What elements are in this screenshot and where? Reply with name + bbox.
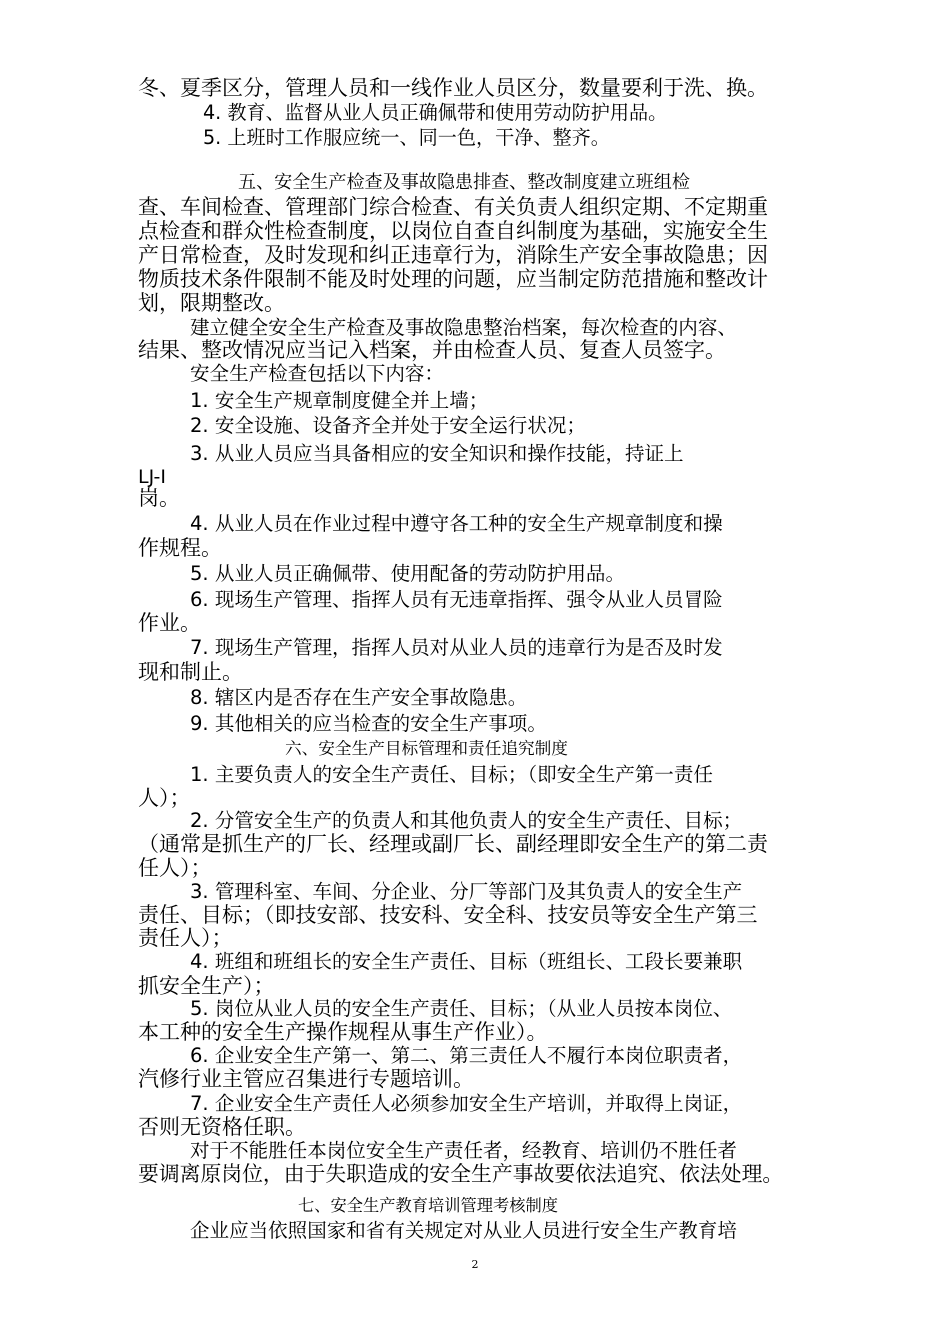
text-line: 汽修行业主管应召集进行专题培训。 — [138, 1067, 474, 1091]
list-item: 1. 安全生产规章制度健全并上墙； — [190, 389, 489, 412]
text-line: 结果、整改情况应当记入档案，并由检查人员、复查人员签字。 — [138, 338, 726, 362]
list-item: 5. 从业人员正确佩带、使用配备的劳动防护用品。 — [190, 562, 625, 585]
text-line: 抓安全生产）； — [138, 974, 275, 998]
text-line: 责任、目标；（即技安部、技安科、安全科、技安员等安全生产第三 — [138, 903, 758, 927]
text-line: 冬、夏季区分，管理人员和一线作业人员区分，数量要利于洗、换。 — [138, 76, 768, 100]
text-line: 建立健全安全生产检查及事故隐患整治档案，每次检查的内容、 — [190, 316, 737, 339]
text-line: 查、车间检查、管理部门综合检查、有关负责人组织定期、不定期重 — [138, 195, 768, 219]
text-line: 现和制止。 — [138, 660, 243, 684]
list-item: 7. 企业安全生产责任人必须参加安全生产培训，并取得上岗证， — [190, 1092, 743, 1115]
list-item: 2. 分管安全生产的负责人和其他负责人的安全生产责任、目标； — [190, 809, 743, 832]
list-item: 2. 安全设施、设备齐全并处于安全运行状况； — [190, 414, 586, 437]
stray-mark: LJ-I — [138, 466, 166, 488]
text-line: 安全生产检查包括以下内容： — [190, 362, 444, 385]
text-line: 对于不能胜任本岗位安全生产责任者，经教育、培训仍不胜任者 — [190, 1139, 737, 1162]
list-item: 3. 从业人员应当具备相应的安全知识和操作技能，持证上 — [190, 442, 684, 465]
list-item: 5. 上班时工作服应统一、同一色，干净、整齐。 — [203, 126, 610, 149]
list-item: 4. 班组和班组长的安全生产责任、目标（班组长、工段长要兼职 — [190, 950, 743, 973]
text-line: 本工种的安全生产操作规程从事生产作业）。 — [138, 1020, 548, 1044]
list-item: 9. 其他相关的应当检查的安全生产事项。 — [190, 712, 547, 735]
text-line: 物质技术条件限制不能及时处理的问题，应当制定防范措施和整改计 — [138, 267, 768, 291]
list-item: 6. 企业安全生产第一、第二、第三责任人不履行本岗位职责者， — [190, 1044, 743, 1067]
page-number: 2 — [471, 1258, 479, 1271]
list-item: 5. 岗位从业人员的安全生产责任、目标；（从业人员按本岗位、 — [190, 997, 733, 1020]
list-item: 6. 现场生产管理、指挥人员有无违章指挥、强令从业人员冒险 — [190, 588, 723, 611]
text-line: 点检查和群众性检查制度，以岗位自查自纠制度为基础，实施安全生 — [138, 219, 768, 243]
list-item: 4. 从业人员在作业过程中遵守各工种的安全生产规章制度和操 — [190, 512, 723, 535]
text-line: 要调离原岗位，由于失职造成的安全生产事故要依法追究、依法处理。 — [138, 1162, 784, 1186]
text-line: 作业。 — [138, 611, 201, 635]
text-line: 人）； — [138, 786, 191, 810]
text-line: （通常是抓生产的厂长、经理或副厂长、副经理即安全生产的第二责 — [138, 832, 768, 856]
list-item: 7. 现场生产管理，指挥人员对从业人员的违章行为是否及时发 — [190, 636, 723, 659]
text-line: 责任人）； — [138, 926, 233, 950]
text-line: 任人）； — [138, 856, 212, 880]
list-item: 8. 辖区内是否存在生产安全事故隐患。 — [190, 686, 528, 709]
section-heading-6: 六、安全生产目标管理和责任追究制度 — [285, 739, 568, 758]
section-heading-7: 七、安全生产教育培训管理考核制度 — [298, 1196, 558, 1215]
text-line: 产日常检查，及时发现和纠正违章行为，消除生产安全事故隐患；因 — [138, 243, 768, 267]
list-item: 3. 管理科室、车间、分企业、分厂等部门及其负责人的安全生产 — [190, 880, 743, 903]
text-line: 企业应当依照国家和省有关规定对从业人员进行安全生产教育培 — [190, 1219, 737, 1242]
text-line: 划，限期整改。 — [138, 291, 285, 315]
list-item: 1. 主要负责人的安全生产责任、目标；（即安全生产第一责任 — [190, 763, 713, 786]
text-line: 作规程。 — [138, 536, 222, 560]
text-line: 否则无资格任职。 — [138, 1115, 306, 1139]
list-item: 4. 教育、监督从业人员正确佩带和使用劳动防护用品。 — [203, 101, 668, 124]
section-heading-5: 五、安全生产检查及事故隐患排查、整改制度建立班组检 — [238, 172, 690, 193]
text-line: 岗。 — [138, 486, 180, 510]
